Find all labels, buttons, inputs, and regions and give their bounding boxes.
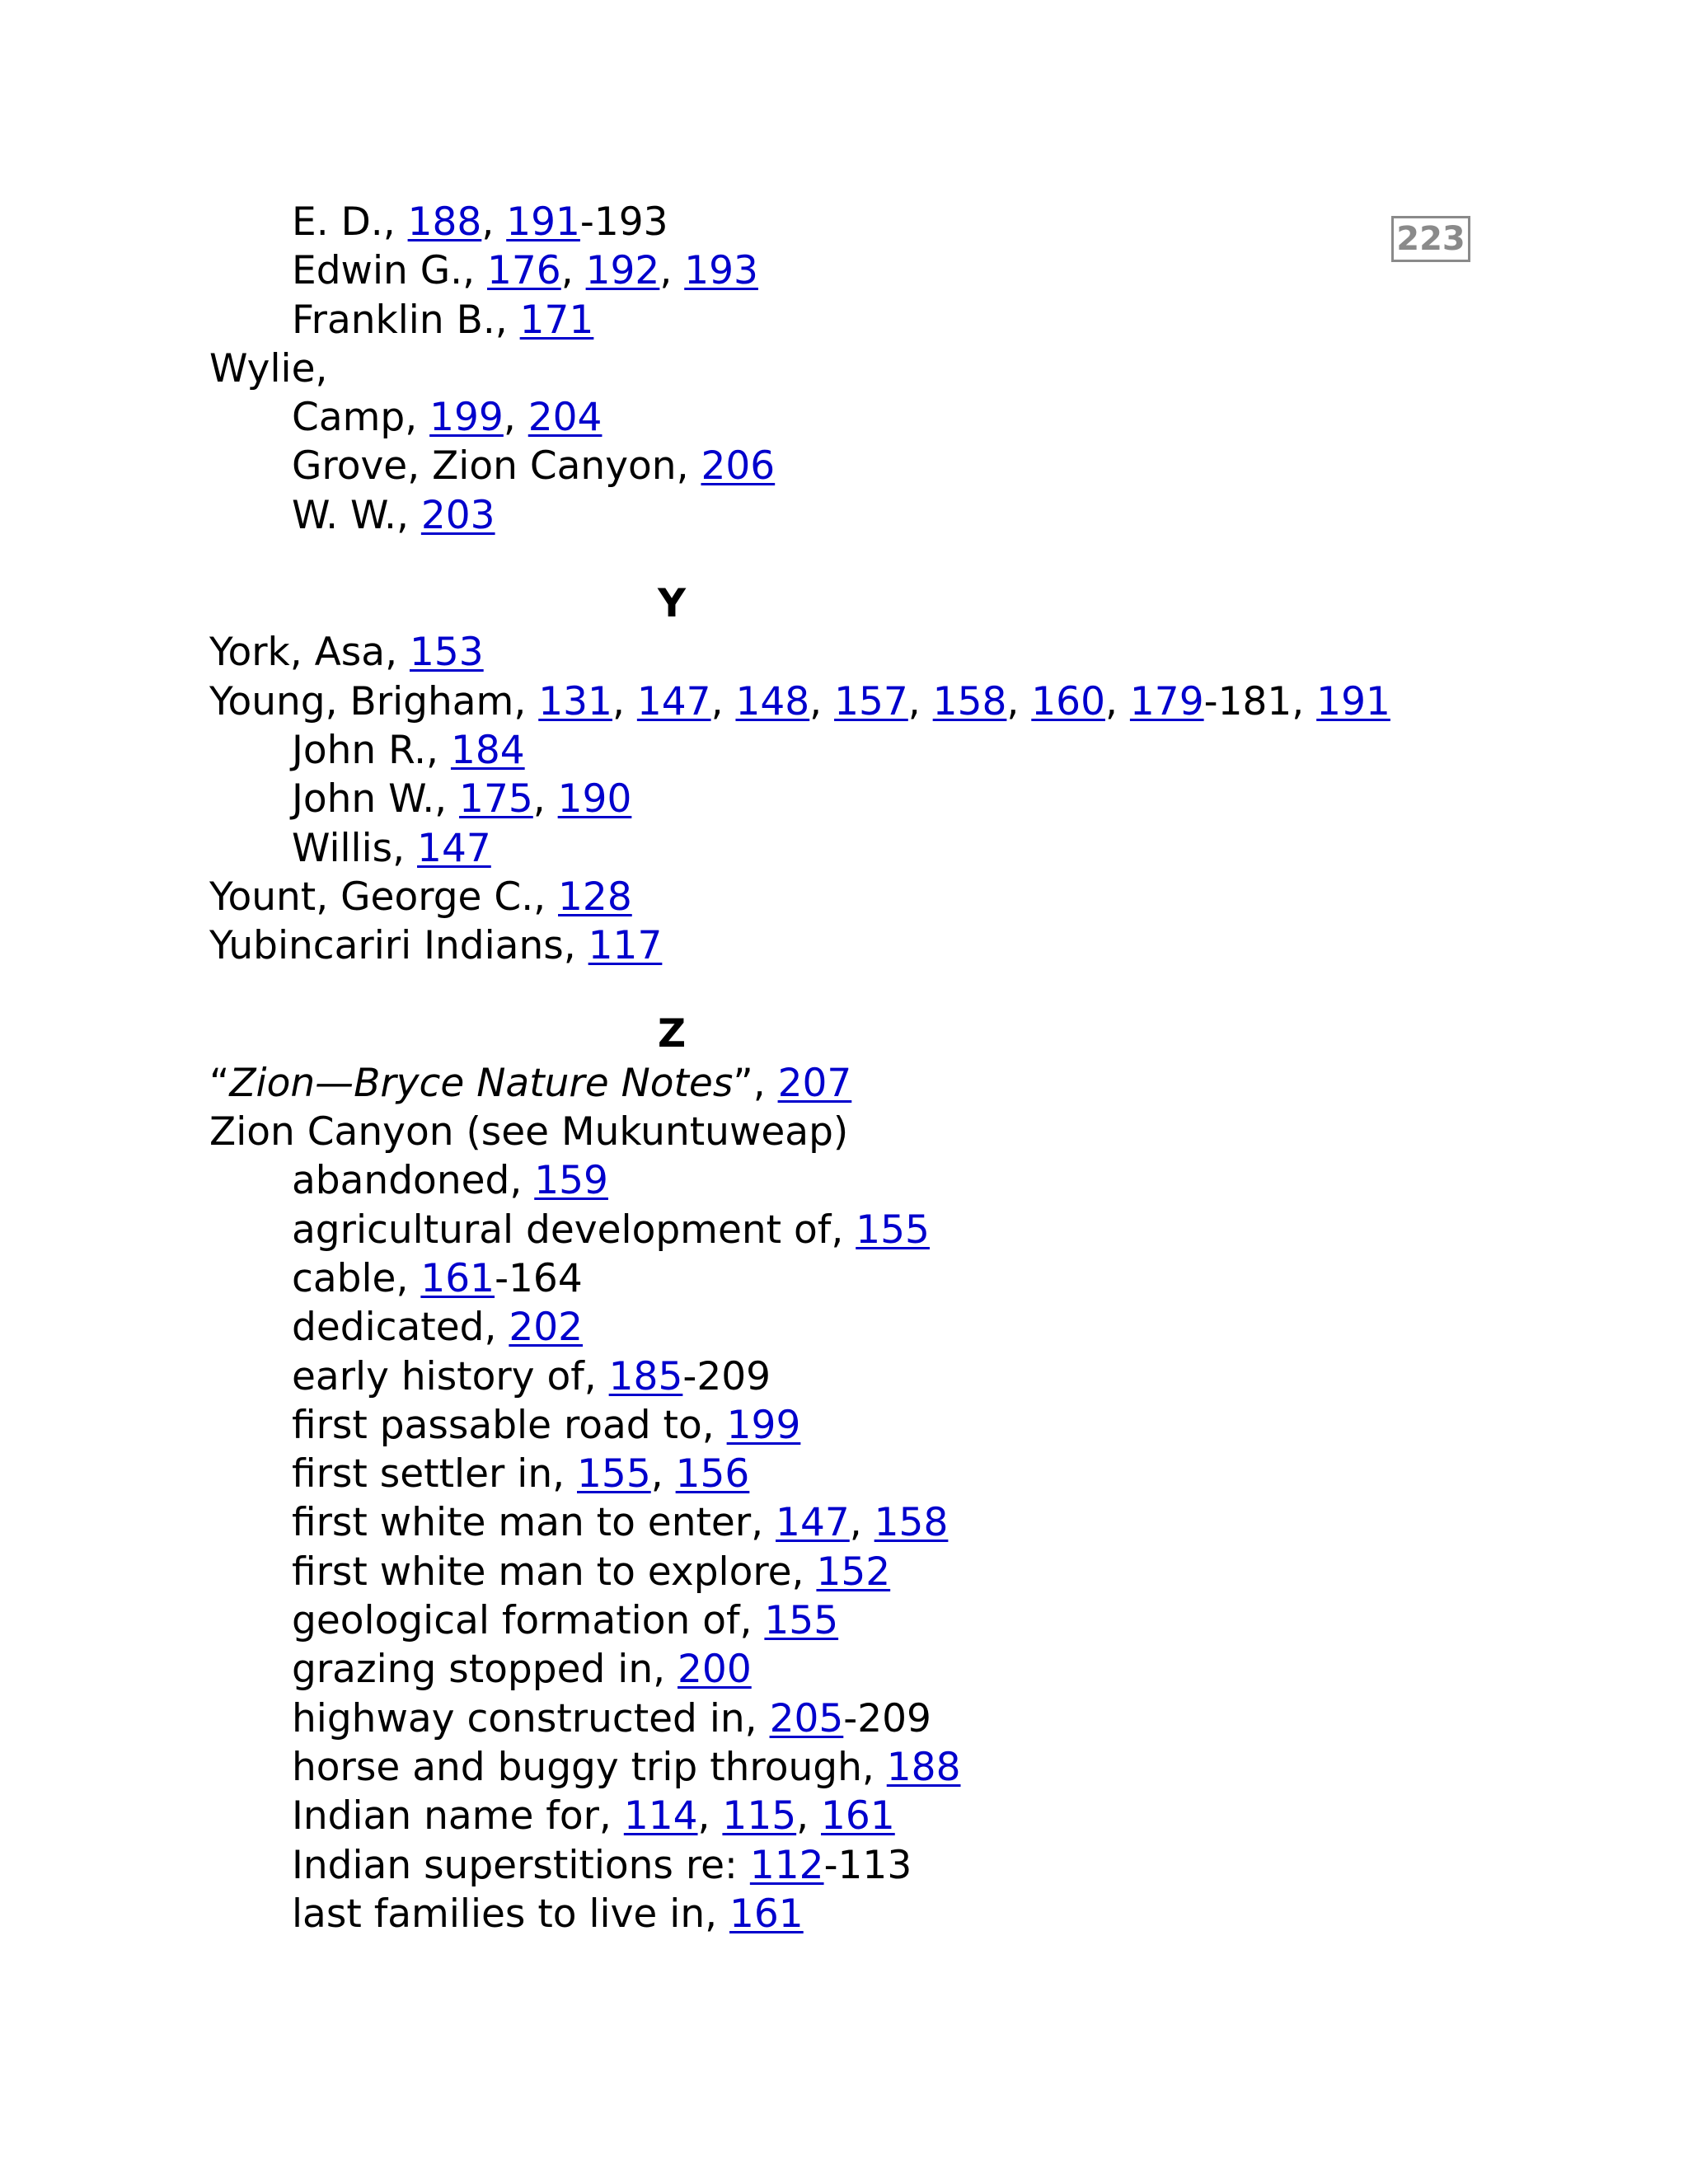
- separator: ,: [1105, 678, 1130, 724]
- index-entry-first-road: [209, 1401, 1446, 1450]
- separator: ,: [560, 248, 586, 294]
- index-entry-franklin: [209, 296, 1446, 344]
- index-entry-grazing: [209, 1645, 1446, 1694]
- page-ref-link[interactable]: 199: [429, 395, 504, 441]
- entry-text: Wylie,: [209, 345, 328, 391]
- index-entry-first-settler: [209, 1450, 1446, 1498]
- page-ref-link[interactable]: 171: [519, 297, 594, 343]
- entry-text: John R.,: [292, 727, 451, 773]
- index-entry-first-explore: [209, 1548, 1446, 1596]
- index-entry-agricultural: [209, 1206, 1446, 1254]
- publication-title: Zion—Bryce Nature Notes: [229, 1060, 734, 1106]
- page-ref-link[interactable]: 147: [776, 1500, 850, 1546]
- page-ref-link[interactable]: 207: [777, 1060, 852, 1106]
- index-entry-indian-name: [209, 1792, 1446, 1840]
- entry-text: agricultural development of,: [292, 1207, 856, 1253]
- entry-text: John W.,: [292, 776, 460, 823]
- index-entry-edwin: [209, 246, 1446, 295]
- page-ref-link[interactable]: 190: [557, 776, 632, 823]
- index-entry-last-families: [209, 1890, 1446, 1938]
- index-entry-cable: [209, 1254, 1446, 1303]
- page-ref-link[interactable]: 192: [585, 248, 660, 294]
- index-entry-abandoned: [209, 1156, 1446, 1205]
- entry-text: dedicated,: [292, 1305, 509, 1351]
- range-end: -193: [579, 199, 668, 245]
- page-ref-link[interactable]: 156: [675, 1451, 750, 1497]
- entry-text: Zion Canyon (see Mukuntuweap): [209, 1109, 849, 1155]
- entry-text: highway constructed in,: [292, 1695, 770, 1741]
- entry-text: last families to live in,: [292, 1891, 729, 1937]
- page-ref-link[interactable]: 147: [417, 825, 491, 871]
- entry-text: early history of,: [292, 1353, 609, 1399]
- index-entry-camp: [209, 393, 1446, 442]
- close-quote: ”,: [733, 1060, 778, 1106]
- section-letter-y: Y: [657, 581, 687, 627]
- page-ref-link[interactable]: 161: [821, 1793, 895, 1840]
- open-quote: “: [209, 1060, 230, 1106]
- separator: ,: [907, 678, 933, 724]
- separator: ,: [532, 776, 558, 823]
- page-ref-link[interactable]: 200: [678, 1647, 752, 1693]
- index-entry-wylie: [209, 344, 1446, 393]
- entry-text: Willis,: [292, 825, 418, 871]
- page-ref-link[interactable]: 159: [534, 1158, 608, 1204]
- index-entry-zion-notes: [209, 1059, 1446, 1108]
- page-ref-link[interactable]: 185: [608, 1353, 683, 1399]
- page-ref-link[interactable]: 205: [769, 1695, 844, 1741]
- page-ref-link[interactable]: 193: [684, 248, 758, 294]
- entry-text: Young, Brigham,: [209, 678, 539, 724]
- page-ref-link[interactable]: 179: [1129, 678, 1204, 724]
- index-entry-willis: [209, 824, 1446, 873]
- entry-text: horse and buggy trip through,: [292, 1744, 887, 1790]
- separator: ,: [809, 678, 835, 724]
- page-ref-link[interactable]: 114: [623, 1793, 698, 1840]
- index-entry-horse: [209, 1743, 1446, 1792]
- range-end: -164: [495, 1255, 583, 1301]
- entry-text: Edwin G.,: [292, 248, 487, 294]
- entry-text: Grove, Zion Canyon,: [292, 443, 701, 490]
- page-ref-link[interactable]: 161: [729, 1891, 804, 1937]
- page-ref-link[interactable]: 158: [932, 678, 1007, 724]
- page-ref-link[interactable]: 155: [577, 1451, 651, 1497]
- separator: ,: [697, 1793, 723, 1840]
- index-entry-john-r: [209, 726, 1446, 775]
- separator: ,: [1006, 678, 1032, 724]
- entry-text: W. W.,: [292, 492, 421, 538]
- index-entry-ed: [209, 198, 1446, 246]
- entry-text: Indian name for,: [292, 1793, 624, 1840]
- page-ref-link[interactable]: 153: [409, 630, 484, 676]
- range-end: -181,: [1203, 678, 1317, 724]
- page-ref-link[interactable]: 188: [407, 199, 482, 245]
- entry-text: geological formation of,: [292, 1598, 765, 1644]
- index-entry-john-w: [209, 775, 1446, 823]
- page-ref-link[interactable]: 115: [722, 1793, 797, 1840]
- separator: ,: [481, 199, 507, 245]
- section-letter-z: Z: [657, 1011, 687, 1057]
- index-entry-indian-superstitions: [209, 1841, 1446, 1890]
- page-ref-link[interactable]: 175: [459, 776, 533, 823]
- entry-text: first white man to explore,: [292, 1549, 817, 1595]
- index-entry-highway: [209, 1694, 1446, 1743]
- page-ref-link[interactable]: 204: [528, 395, 603, 441]
- entry-text: cable,: [292, 1255, 421, 1301]
- page-ref-link[interactable]: 155: [764, 1598, 839, 1644]
- page-ref-link[interactable]: 112: [749, 1842, 824, 1888]
- entry-text: E. D.,: [292, 199, 408, 245]
- index-entry-yubincariri: [209, 921, 1446, 970]
- page-ref-link[interactable]: 203: [420, 492, 495, 538]
- index-list: [209, 198, 1446, 1938]
- page-ref-link[interactable]: 184: [450, 727, 525, 773]
- page-ref-link[interactable]: 206: [701, 443, 776, 490]
- page-ref-link[interactable]: 160: [1031, 678, 1105, 724]
- entry-text: first white man to enter,: [292, 1500, 776, 1546]
- page-ref-link[interactable]: 191: [506, 199, 580, 245]
- page-ref-link[interactable]: 131: [538, 678, 612, 724]
- page-ref-link[interactable]: 155: [856, 1207, 930, 1253]
- separator: ,: [650, 1451, 676, 1497]
- page-ref-link[interactable]: 191: [1316, 678, 1390, 724]
- separator: ,: [710, 678, 736, 724]
- entry-text: first settler in,: [292, 1451, 578, 1497]
- page-ref-link[interactable]: 188: [886, 1744, 961, 1790]
- separator: ,: [612, 678, 637, 724]
- page-ref-link[interactable]: 199: [726, 1402, 801, 1448]
- page-ref-link[interactable]: 158: [874, 1500, 949, 1546]
- index-entry-young: [209, 677, 1446, 726]
- index-entry-ww: [209, 491, 1446, 540]
- separator: ,: [796, 1793, 822, 1840]
- page-ref-link[interactable]: 147: [636, 678, 711, 724]
- index-entry-early-history: [209, 1352, 1446, 1401]
- page-ref-link[interactable]: 157: [834, 678, 908, 724]
- range-end: -209: [682, 1353, 771, 1399]
- entry-text: York, Asa,: [209, 630, 410, 676]
- separator: ,: [503, 395, 528, 441]
- index-entry-dedicated: [209, 1303, 1446, 1352]
- entry-text: first passable road to,: [292, 1402, 727, 1448]
- entry-text: Yubincariri Indians,: [209, 923, 588, 969]
- separator: ,: [659, 248, 685, 294]
- page-ref-link[interactable]: 202: [509, 1305, 584, 1351]
- entry-text: Camp,: [292, 395, 430, 441]
- page-ref-link[interactable]: 128: [558, 874, 632, 920]
- index-entry-geological: [209, 1596, 1446, 1645]
- page-ref-link[interactable]: 161: [420, 1255, 495, 1301]
- entry-text: Franklin B.,: [292, 297, 520, 343]
- entry-text: Yount, George C.,: [209, 874, 559, 920]
- page-ref-link[interactable]: 152: [816, 1549, 891, 1595]
- page-ref-link[interactable]: 176: [487, 248, 561, 294]
- entry-text: grazing stopped in,: [292, 1647, 678, 1693]
- page-ref-link[interactable]: 117: [588, 923, 663, 969]
- page-number: 223: [1391, 216, 1470, 262]
- index-entry-zion-canyon: [209, 1108, 1446, 1156]
- index-entry-first-enter: [209, 1498, 1446, 1547]
- entry-text: Indian superstitions re:: [292, 1842, 750, 1888]
- separator: ,: [849, 1500, 874, 1546]
- page-ref-link[interactable]: 148: [735, 678, 810, 724]
- index-entry-yount: [209, 873, 1446, 921]
- entry-text: abandoned,: [292, 1158, 535, 1204]
- range-end: -113: [823, 1842, 912, 1888]
- index-entry-grove: [209, 442, 1446, 490]
- range-end: -209: [843, 1695, 931, 1741]
- index-entry-york: [209, 628, 1446, 677]
